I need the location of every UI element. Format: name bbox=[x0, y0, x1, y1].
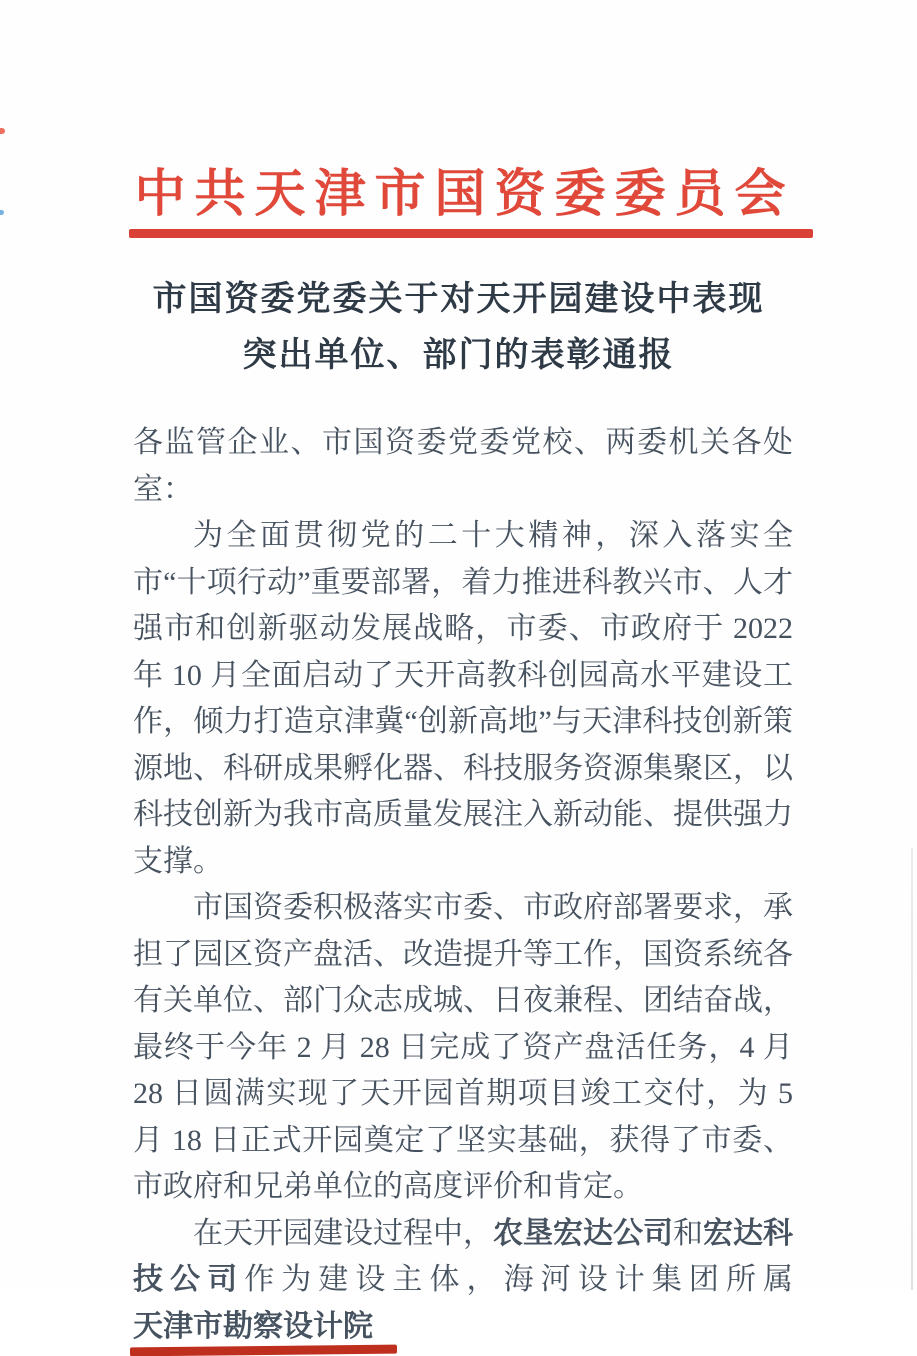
company-name-hongda-keji: 宏达科技公司 bbox=[133, 1216, 793, 1296]
paragraph-1: 为全面贯彻党的二十大精神，深入落实全市“十项行动”重要部署，着力推进科教兴市、人才强市和创新驱动发展战略，市委、市政府于 2022 年 10 月全面启动了天开高教科创园高水平建设工作，倾力打造京津冀“创新高地”与天津科技创新策源地、科研成果孵化器、科技服务资源集聚区，以科技创新为我市高质量发展注入新动能、提供强力支撑。 bbox=[133, 519, 793, 878]
paragraph-3 bbox=[133, 1211, 793, 1351]
paragraph-2: 市国资委积极落实市委、市政府部署要求，承担了园区资产盘活、改造提升等工作，国资系统各有关单位、部门众志成城、日夜兼程、团结奋战，最终于今年 2 月 28 日完成了资产盘活任务，4 月 28 日圆满实现了天开园首期项目竣工交付，为 5 月 18 日正式开园奠定了坚实基础，获得了市委、市政府和兄弟单位的高度评价和肯定。 bbox=[133, 891, 793, 1203]
paragraph-3-connector-text: 和 bbox=[673, 1216, 703, 1250]
document-title-line2: 突出单位、部门的表彰通报 bbox=[242, 337, 675, 374]
document-title-line1: 市国资委党委关于对天开园建设中表现 bbox=[152, 281, 765, 318]
company-name-nongken-hongda: 农垦宏达公司 bbox=[493, 1216, 673, 1250]
document-title bbox=[0, 272, 917, 384]
paragraph-3-lead-text: 在天开园建设过程中， bbox=[193, 1216, 493, 1250]
letterhead-issuer: 中共天津市国资委委员会 bbox=[134, 167, 795, 223]
document-body bbox=[133, 420, 793, 1350]
paragraph-3-middle-text: 作为建设主体，海河设计集团所属 bbox=[244, 1263, 794, 1296]
salutation-line: 各监管企业、市国资委党委党校、两委机关各处室： bbox=[133, 426, 793, 506]
letterhead-divider-rule bbox=[129, 229, 813, 238]
scan-artifact-red-speck bbox=[0, 128, 5, 134]
company-name-tianjin-kancha-shejiyuan-underlined: 天津市勘察设计院 bbox=[133, 1309, 373, 1343]
scan-edge-line bbox=[911, 848, 913, 1290]
